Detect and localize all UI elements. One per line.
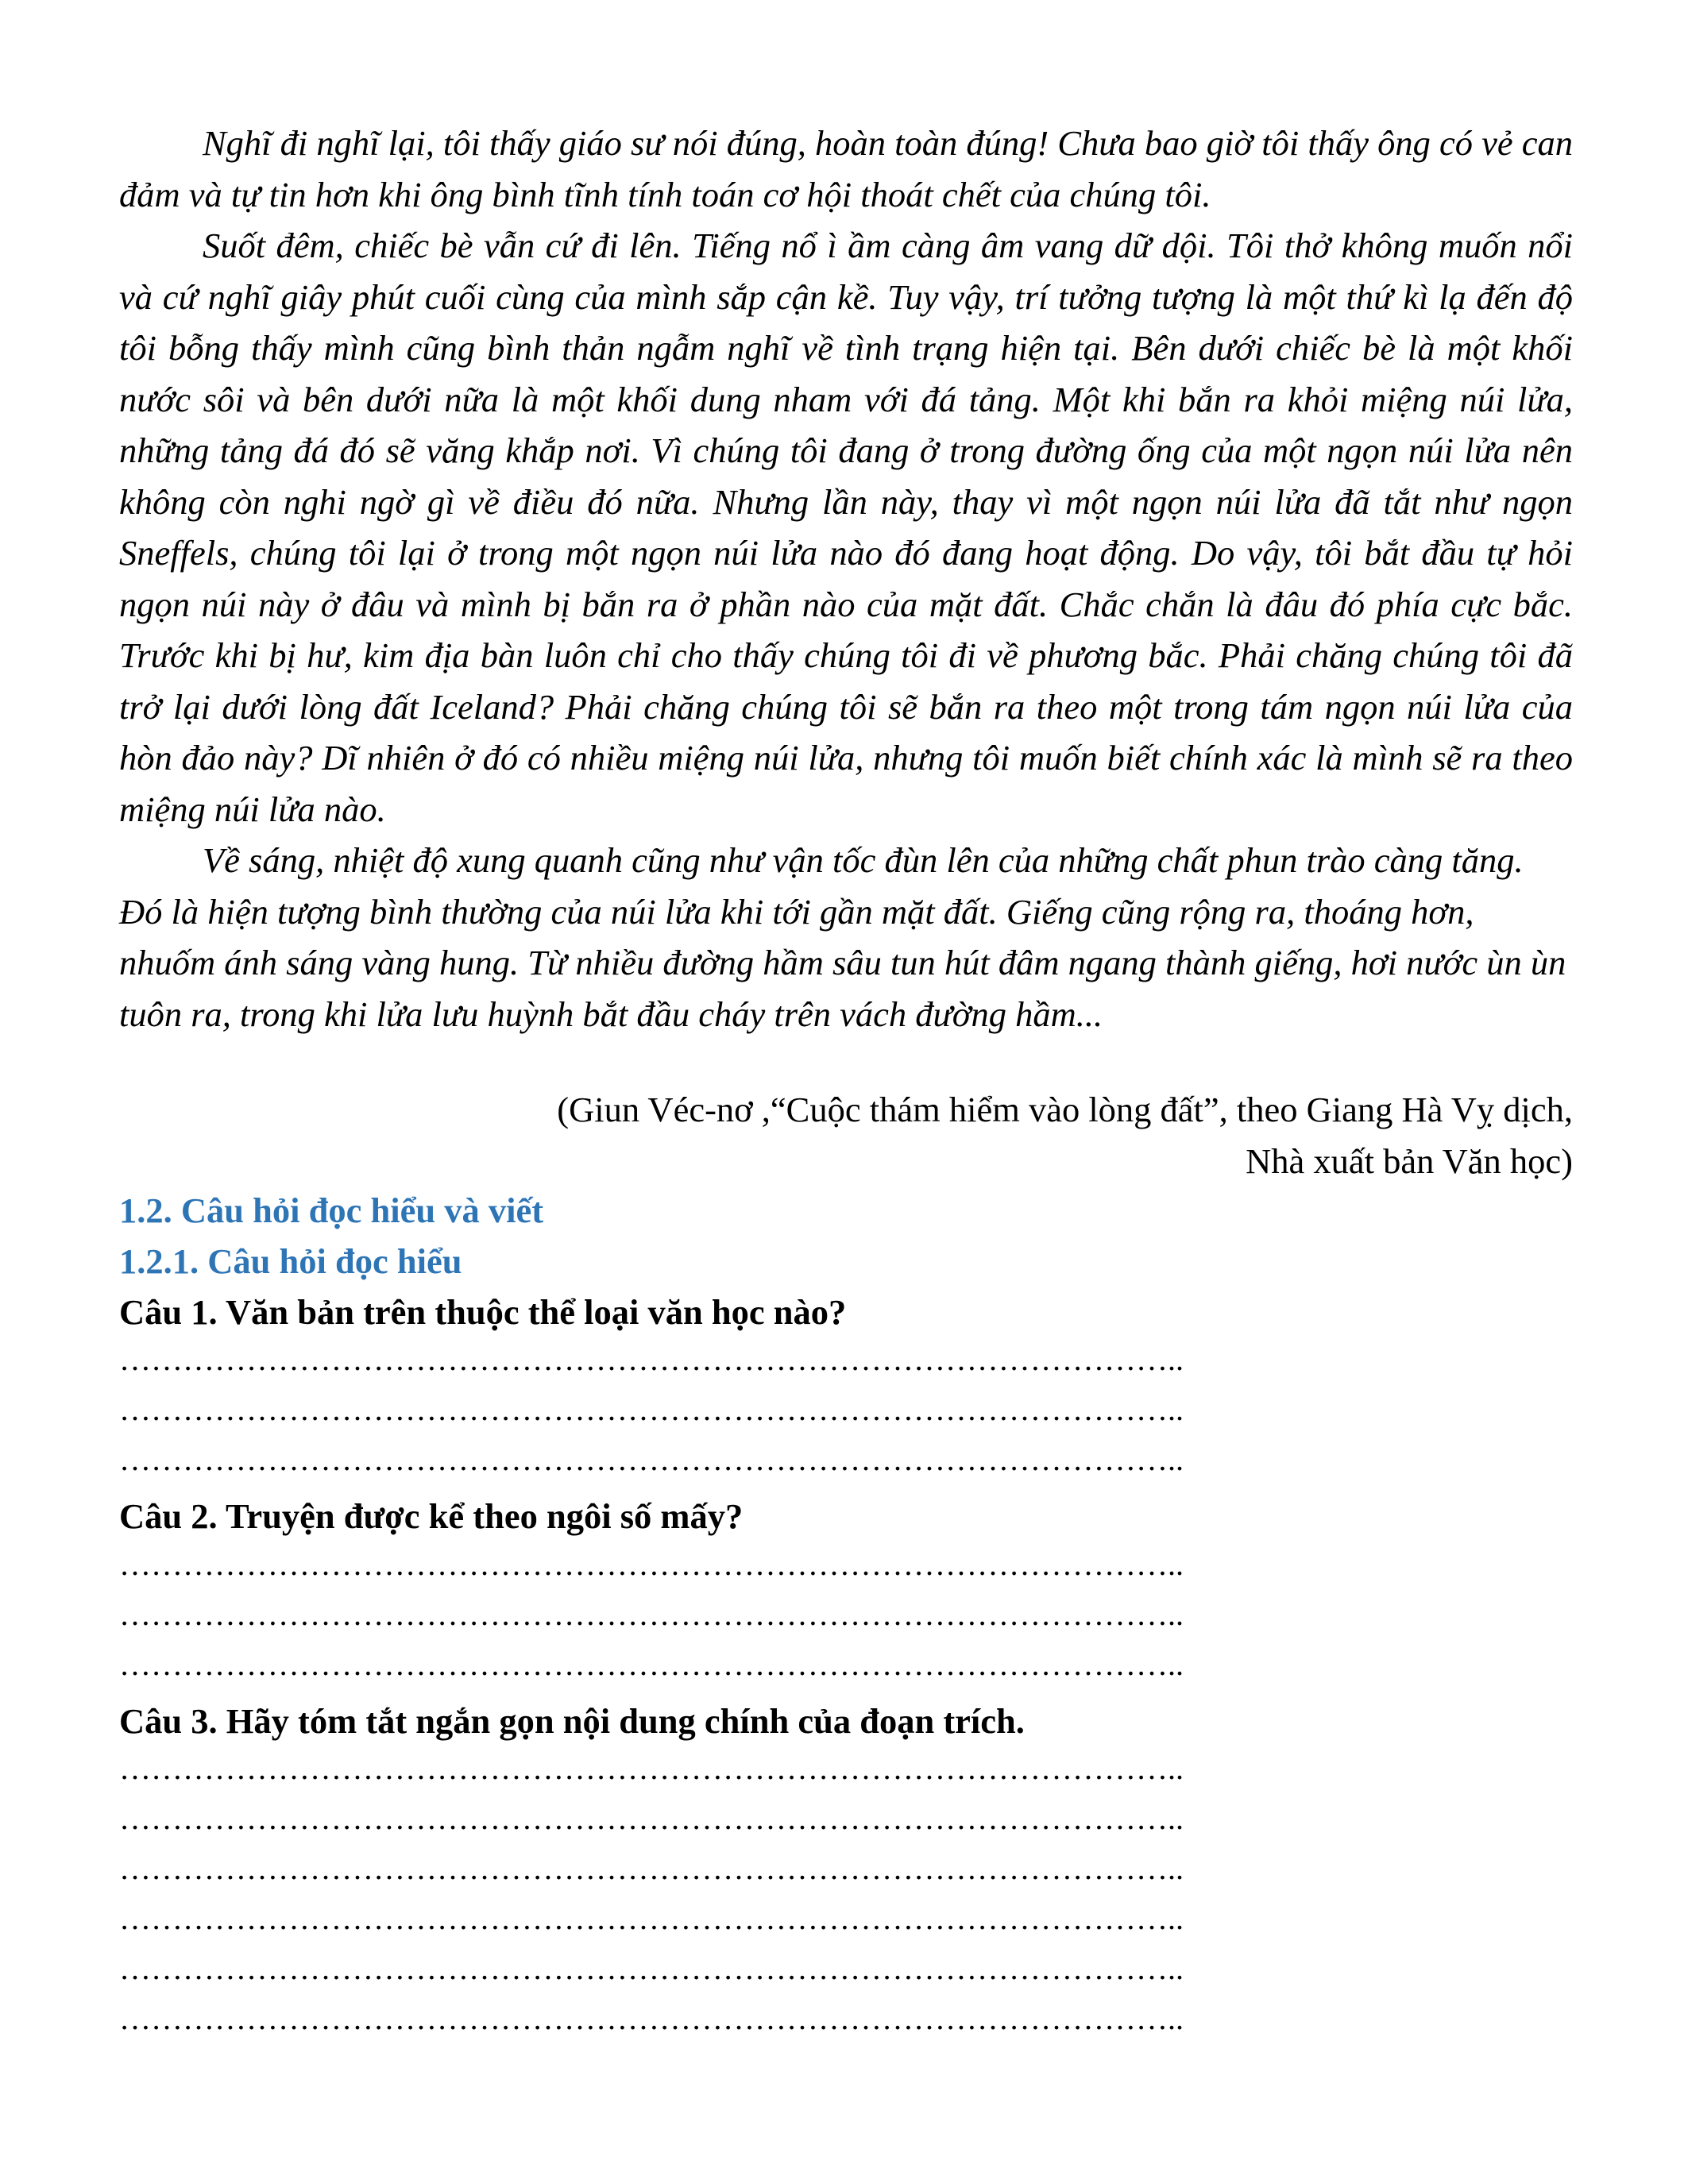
source-line-2: Nhà xuất bản Văn học) xyxy=(1246,1140,1573,1181)
source-citation xyxy=(381,1084,1573,1187)
question-1: Câu 1. Văn bản trên thuộc thể loại văn học nào? xyxy=(119,1292,847,1332)
section-heading: 1.2. Câu hỏi đọc hiểu và viết xyxy=(119,1190,544,1230)
answer-line[interactable]: ……………………………………………………………………………………….. xyxy=(119,1444,1184,1476)
passage-paragraph-1: Nghĩ đi nghĩ lại, tôi thấy giáo sư nói đúng, hoàn toàn đúng! Chưa bao giờ tôi thấy ông có vẻ can đảm và tự tin hơn khi ông bình tĩnh tính toán cơ hội thoát chết của chúng tôi. xyxy=(119,123,1573,214)
answer-line[interactable]: ……………………………………………………………………………………….. xyxy=(119,1649,1184,1680)
passage-paragraph-2: Suốt đêm, chiếc bè vẫn cứ đi lên. Tiếng nổ ì ầm càng âm vang dữ dội. Tôi thở không muốn nổi và cứ nghĩ giây phút cuối cùng của mình sắp cận kề. Tuy vậy, trí tưởng tượng là một thứ kì lạ đến độ tôi bỗng thấy mình cũng bình thản ngẫm nghĩ về tình trạng hiện tại. Bên dưới chiếc bè là một khối nước sôi và bên dưới nữa là một khối dung nham với đá tảng. Một khi bắn ra khỏi miệng núi lửa, những tảng đá đó sẽ văng khắp nơi. Vì chúng tôi đang ở trong đường ống của một ngọn núi lửa nên không còn nghi ngờ gì về điều đó nữa. Nhưng lần này, thay vì một ngọn núi lửa đã tắt như ngọn Sneffels, chúng tôi lại ở trong một ngọn núi lửa nào đó đang hoạt động. Do vậy, tôi bắt đầu tự hỏi ngọn núi này ở đâu và mình bị bắn ra ở phần nào của mặt đất. Chắc chắn là đâu đó phía cực bắc. Trước khi bị hư, kim địa bàn luôn chỉ cho thấy chúng tôi đi về phương bắc. Phải chăng chúng tôi đã trở lại dưới lòng đất Iceland? Phải chăng chúng tôi sẽ bắn ra theo một trong tám ngọn núi lửa của hòn đảo này? Dĩ nhiên ở đó có nhiều miệng núi lửa, nhưng tôi muốn biết chính xác là mình sẽ ra theo miệng núi lửa nào. xyxy=(119,226,1573,829)
question-3: Câu 3. Hãy tóm tắt ngắn gọn nội dung chính của đoạn trích. xyxy=(119,1701,1025,1741)
answer-line[interactable]: ……………………………………………………………………………………….. xyxy=(119,1953,1184,1985)
answer-line[interactable]: ……………………………………………………………………………………….. xyxy=(119,1394,1184,1426)
answer-line[interactable]: ……………………………………………………………………………………….. xyxy=(119,1549,1184,1580)
answer-line[interactable]: ……………………………………………………………………………………….. xyxy=(119,1853,1184,1885)
answer-line[interactable]: ……………………………………………………………………………………….. xyxy=(119,1599,1184,1630)
section-subheading: 1.2.1. Câu hỏi đọc hiểu xyxy=(119,1241,462,1281)
story-passage xyxy=(119,118,1573,1040)
answer-line[interactable]: ……………………………………………………………………………………….. xyxy=(119,2003,1184,2035)
answer-line[interactable]: ……………………………………………………………………………………….. xyxy=(119,1344,1184,1376)
passage-paragraph-3: Về sáng, nhiệt độ xung quanh cũng như vận tốc đùn lên của những chất phun trào càng tăng. Đó là hiện tượng bình thường của núi lửa khi tới gần mặt đất. Giếng cũng rộng ra, thoáng hơn, nhuốm ánh sáng vàng hung. Từ nhiều đường hầm sâu tun hút đâm ngang thành giếng, hơi nước ùn ùn tuôn ra, trong khi lửa lưu huỳnh bắt đầu cháy trên vách đường hầm... xyxy=(119,840,1566,1034)
answer-line[interactable]: ……………………………………………………………………………………….. xyxy=(119,1903,1184,1935)
answer-line[interactable]: ……………………………………………………………………………………….. xyxy=(119,1803,1184,1835)
answer-line[interactable]: ……………………………………………………………………………………….. xyxy=(119,1753,1184,1785)
question-2: Câu 2. Truyện được kể theo ngôi số mấy? xyxy=(119,1496,744,1536)
source-line-1: (Giun Véc-nơ ,“Cuộc thám hiểm vào lòng đất”, theo Giang Hà Vỵ dịch, xyxy=(557,1090,1573,1129)
